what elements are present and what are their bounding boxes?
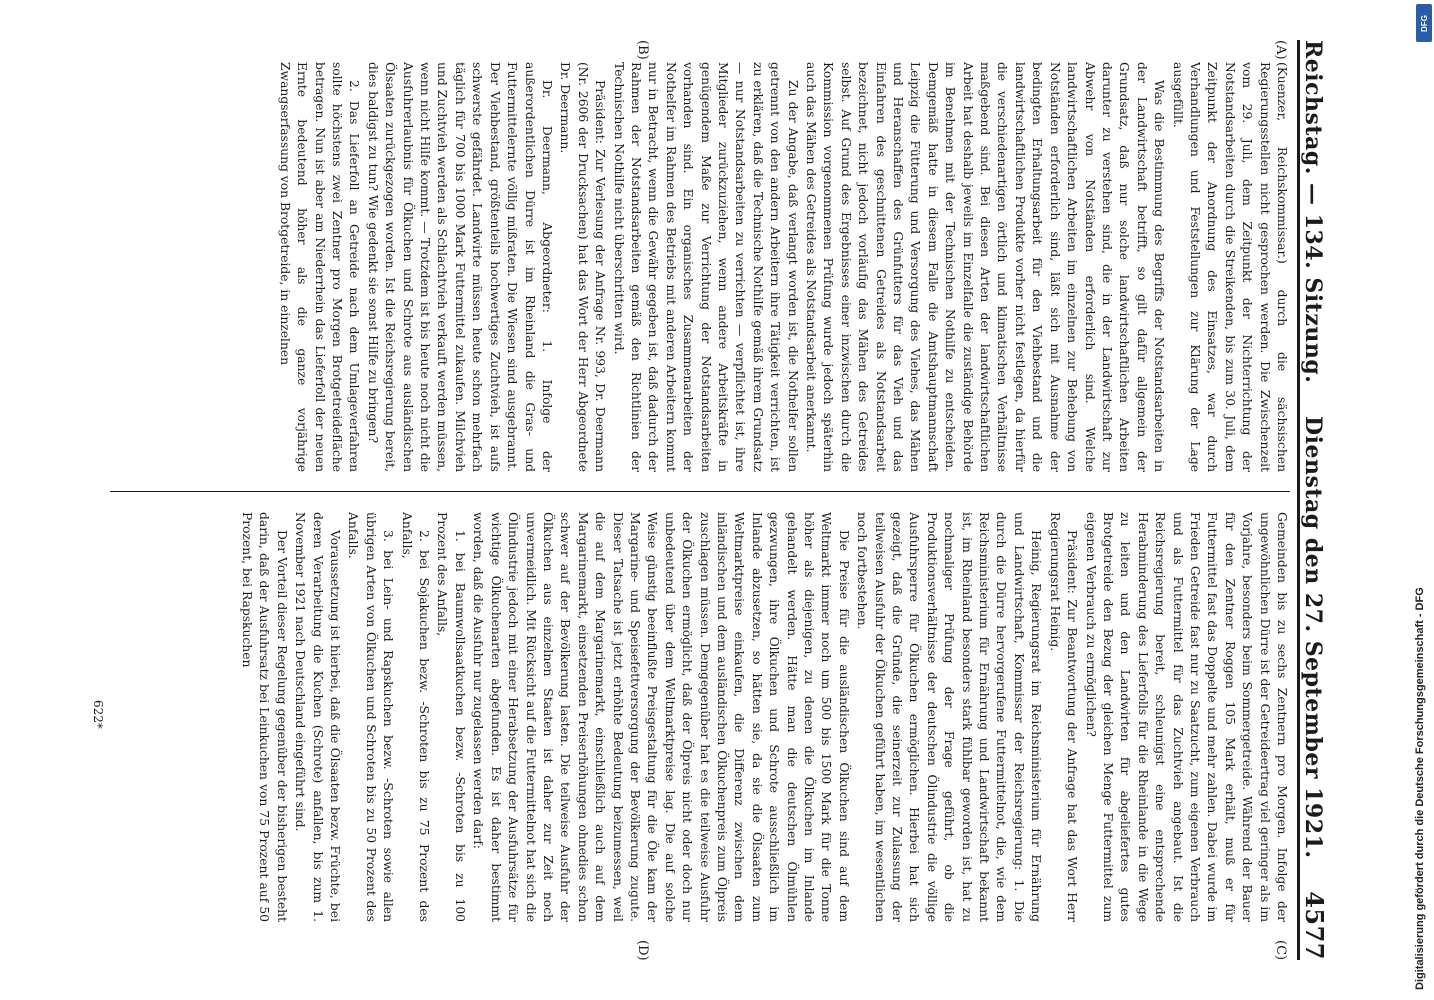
rotated-page (60, 0, 1350, 1000)
margin-mark-a: (A) (1273, 40, 1288, 60)
left-column (110, 62, 1290, 472)
newspaper-page (60, 0, 1350, 1000)
paragraph: 2. bei Sojakuchen bezw. -Schroten bis zu 75 Prozent des Anfalls, (399, 512, 432, 922)
margin-mark-d: (D) (635, 940, 650, 961)
margin-mark-b: (B) (635, 40, 650, 60)
paragraph: 2. Das Lieferfoll an Getreide nach dem Umlageverfahren sollte höchstens zwei Zentner pro Morgen Brotgetreidefläche betragen. Nun ist aber am Niederrhein das Lieferfoll der neuen Ernte bedeutend höher als die ganze vorjährige Zwangserfassung von Brotgetreide, in einzelnen (277, 62, 362, 472)
paragraph: 1. bei Baumwollsaatkuchen bezw. -Schroten bis zu 100 Prozent des Anfalls, (435, 512, 467, 922)
column-divider (110, 491, 1290, 492)
paragraph: Dr. Deermann, Abgeordneter: 1. Infolge der außerordentlichen Dürre ist im Rheinland die Gras- und Futtermittelernte völlig mißraten. Die Wiesen sind ausgebrannt. Der Viehbestand, größtenteils hochwertiges Zuchtvieh, ist aufs schwerste gefährdet. Landwirte müssen heute schon mehrfach täglich für 700 bis 1000 Mark Futtermittel zukaufen. Milchvieh und Zuchtvieh werden als Schlachtvieh verkauft werden müssen, wenn nicht Hilfe kommt. — Trotzdem ist bis heute noch nicht die Ausfuhrerlaubnis für Ölkuchen und Schrote aus ausländischen Ölsaaten zurückgezogen worden. Ist die Reichsregierung bereit, dies baldigst zu tun? Wie gedenkt sie sonst Hilfe zu bringen? (365, 62, 554, 472)
header-left: Reichstag. — 134. Sitzung. (1300, 40, 1326, 384)
paragraph: Präsident: Zur Beantwortung der Anfrage hat das Wort Herr Regierungsrat Heinig. (1047, 512, 1080, 922)
dfg-sidebar (1412, 0, 1434, 1000)
paragraph: Der Vorteil dieser Regelung gegenüber der bisherigen besteht darin, daß der Ausfuhrsatz bei Leinkuchen von 75 Prozent auf 50 Prozent, bei Rapskuchen (240, 512, 289, 922)
paragraph: Die Preise für die ausländischen Ölkuchen sind auf dem Weltmarkt immer noch um 500 bis 1500 Mark für die Tonne höher als diejenigen, zu denen die Ölkuchen im Inlande gehandelt werden. Hätte man die deutschen Ölmühlen gezwungen, ihre Ölkuchen und Schrote ausschließlich im Inlande abzusetzen, so hätten sie, da sie die Ölsaaten zum Weltmarktpreise einkaufen, die Differenz zwischen dem inländischen und dem ausländischen Ölkuchenpreis zum Ölpreis zuschlagen müssen. Demgegenüber hat es die teilweise Ausfuhr der Ölkuchen ermöglicht, daß der Ölpreis nicht oder doch nur unbedeutend über dem Weltmarktpreise lag. Die auf solche Weise günstig beeinflußte Preisgestaltung für die Öle kam der Margarine- und Speisefettversorgung der Bevölkerung zugute. Dieser Tatsache ist jetzt erhöhte Bedeutung beizumessen, weil die auf dem Margarinemarkt, einschließlich auch auf dem Margarinemarkt, einsetzenden Preiserhöhungen ohnedies schon schwer auf der Bevölkerung lasten. Die teilweise Ausfuhr der Ölkuchen aus einzelnen Staaten ist daher zur Zeit noch unvermeidlich. Mit Rücksicht auf die Futtermittelnot hat sich die Ölindustrie jedoch mit einer Herabsetzung der Ausfuhrsätze für wichtige Ölkuchenarten abgefunden. Es ist daher bestimmt worden, daß die Ausfuhr nur zugelassen werden darf: (471, 512, 851, 922)
header-date: Dienstag den 27. September 1921. (1300, 416, 1326, 859)
paragraph: Heinig, Regierungsrat im Reichsministerium für Ernährung und Landwirtschaft, Kommissar der Reichsregierung: 1. Die durch die Dürre hervorgerufene Futtermittelnot, die, wie dem Reichsministerium für Ernährung und Landwirtschaft bekannt ist, im Rheinland besonders stark fühlbar geworden ist, hat zu nochmaliger Prüfung der Frage geführt, ob die Produktionsverhältnisse der deutschen Ölindustrie die völlige Ausfuhrsperre für Ölkuchen ermöglichen. Hierbei hat sich gezeigt, daß die Gründe, die seinerzeit zur Zulassung der teilweisen Ausfuhr der Ölkuchen geführt haben, im wesentlichen noch fortbestehen. (855, 512, 1044, 922)
page-header (1297, 40, 1340, 960)
dfg-logo: DFG (1416, 4, 1432, 42)
paragraph: (Kuenzer, Reichskommissar.) durch die sächsischen Regierungsstellen nicht gesprochen werden. Die Zwischenzeit vom 29. Juli, dem Zeitpunkt der Nichterrichtung der Notstandsarbeiten durch die Streikenden, bis zum 30. Juli, dem Zeitpunkt der Anordnung des Einsatzes, war durch Verhandlungen und Feststellungen zur Klärung der Lage ausgefüllt. (1170, 62, 1289, 472)
right-column (110, 512, 1290, 922)
margin-mark-c: (C) (1273, 940, 1288, 961)
paragraph: 3. bei Lein- und Rapskuchen bezw. -Schroten sowie allen übrigen Arten von Ölkuchen und Schroten bis zu 50 Prozent des Anfalls. (346, 512, 396, 922)
paragraph: Gemeinden bis zu sechs Zentnern pro Morgen. Infolge der ungewöhnlichen Dürre ist der Getreideertrag viel geringer als im Vorjahre, besonders beim Sommergetreide. Während der Bauer für den Zentner Roggen 105 Mark erhält, muß er für Futtermittel fast das Doppelte und mehr zahlen. Dabei wurde im Frieden Getreide fast nur zu Saatzucht, zum eigenen Verbrauch und als Futtermittel für das Zuchtvieh angebaut. Ist die Reichsregierung bereit, schleunigst eine entsprechende Herabminderung des Lieferfolls für die Rheinlande in die Wege zu leiten und den Landwirten für abgeliefertes gutes Brotgetreide den Bezug der gleichen Menge Futtermittel zum eigenen Verbrauch zu ermöglichen? (1083, 512, 1289, 922)
digitization-note: Digitalisierung gefördert durch die Deutsche Forschungsgemeinschaft - DFG (1414, 587, 1426, 990)
paragraph: Zu der Angabe, daß verlangt worden ist, die Nothelfer sollen getrennt von den andern Arbeitern ihre Tätigkeit verrichten, ist zu erklären, daß die Technische Nothilfe gemäß ihrem Grundsatz — nur Notstandsarbeiten zu verrichten — verpflichtet ist, ihre Mitglieder zurückzuziehen, wenn andere Arbeitskräfte in genügendem Maße zur Verrichtung der Notstandsarbeiten vorhanden sind. Ein organisches Zusammenarbeiten der Nothelfer im Rahmen des Betriebs mit anderen Arbeitern kommt nur in Betracht, wenn die Gewähr gegeben ist, daß dadurch der Rahmen der Notstandsarbeiten gemäß den Richtlinien der Technischen Nothilfe nicht überschritten wird. (611, 62, 800, 472)
page-number: 4577 (1300, 891, 1329, 960)
paragraph: Präsident: Zur Verlesung der Anfrage Nr. 993, Dr. Deermann (Nr. 2606 der Drucksachen) hat das Wort der Herr Abgeordnete Dr. Deermann. (558, 62, 608, 472)
paragraph: Was die Bestimmung des Begriffs der Notstandsarbeiten in der Landwirtschaft betrifft, so gilt dafür allgemein der Grundsatz, daß nur solche landwirtschaftlichen Arbeiten darunter zu verstehen sind, die in der Landwirtschaft zur Abwehr von Notständen erforderlich sind. Welche landwirtschaftlichen Arbeiten im einzelnen zur Behebung von Notständen erforderlich sind, läßt sich mit Ausnahme der bedingten Erhaltungsarbeit für den Viehbestand und die landwirtschaftlichen Produkte vorher nicht festlegen, da hierfür die verschiedenartigen örtlich und klimatischen Verhältnisse maßgebend sind. Bei diesen Arten der landwirtschaftlichen Arbeit hat deshalb jeweils im Einzelfalle die zuständige Behörde im Benehmen mit der Technischen Nothilfe zu entscheiden. Demgemäß hatte in diesem Falle die Amtshauptmannschaft Leipzig die Fütterung und Versorgung des Viehes, das Mähen und Heranschaffen des Grünfutters für das Vieh und das Einfahren des geschnittenen Getreides als Notstandsarbeit bezeichnet, nicht jedoch vorläufig das Mähen des Getreides selbst. Auf Grund des Ergebnisses einer inzwischen durch die Kommission vorgenommenen Prüfung wurde jedoch späterhin auch das Mähen des Getreides als Notstandsarbeit anerkannt. (804, 62, 1167, 472)
signature-mark: 622* (91, 700, 105, 729)
paragraph: Voraussetzung ist hierbei, daß die Ölsaaten bezw. Früchte, bei deren Verarbeitung die Kuchen (Schrote) anfallen, bis zum 1. November 1921 nach Deutschland eingeführt sind. (293, 512, 343, 922)
